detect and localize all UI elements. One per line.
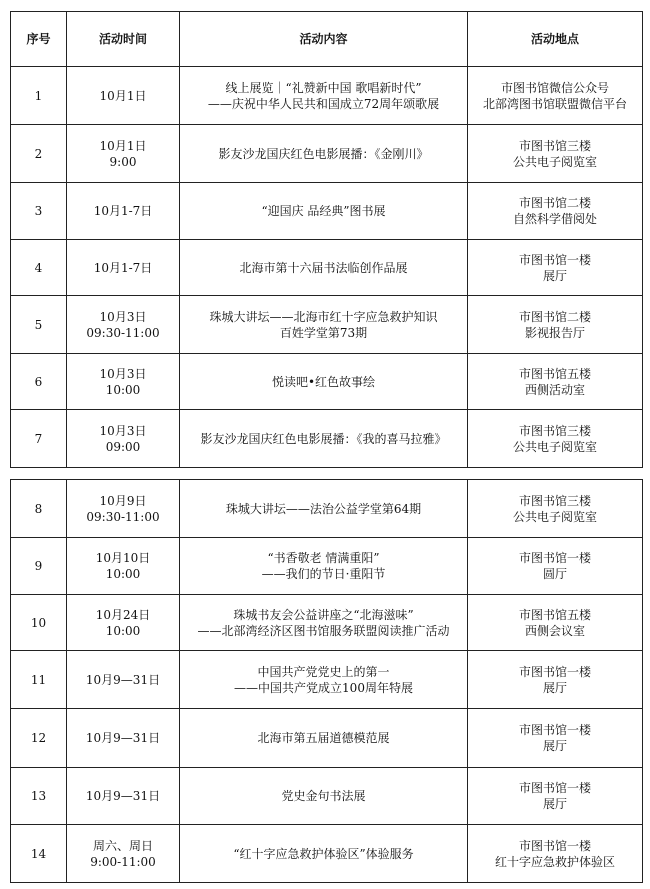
cell-seq: 9 [11, 538, 67, 595]
cell-venue-line: 西侧会议室 [524, 623, 585, 638]
cell-seq: 4 [11, 240, 67, 296]
cell-time [67, 183, 180, 240]
cell-time-line: 10月9—31日 [85, 789, 161, 803]
cell-venue [468, 354, 643, 410]
cell-venue-line: 市图书馆一楼 [518, 252, 591, 267]
cell-venue [468, 296, 643, 354]
cell-time [67, 538, 180, 595]
cell-venue [468, 67, 643, 125]
cell-venue-line: 展厅 [542, 739, 567, 753]
cell-content [180, 538, 468, 595]
cell-content-line: ——中国共产党成立100周年特展 [234, 680, 413, 695]
cell-venue-line: 展厅 [542, 797, 567, 811]
cell-venue [468, 538, 643, 595]
cell-venue-line: 展厅 [542, 680, 567, 695]
header-seq: 序号 [11, 12, 67, 67]
cell-venue-line: 北部湾图书馆联盟微信平台 [482, 96, 627, 111]
cell-content-line: 线上展览｜“礼赞新中国 歌唱新时代” [225, 80, 422, 95]
table-row [11, 125, 643, 183]
cell-time-line: 10:00 [105, 567, 141, 581]
table-row [11, 296, 643, 354]
cell-content [180, 709, 468, 768]
cell-venue [468, 768, 643, 825]
cell-time [67, 595, 180, 651]
cell-venue-line: 市图书馆一楼 [518, 664, 591, 679]
cell-time [67, 410, 180, 468]
cell-venue-line: 圆厅 [542, 567, 567, 581]
cell-seq: 1 [11, 67, 67, 125]
header-row [11, 12, 643, 67]
cell-time-line: 10月9—31日 [85, 672, 161, 687]
cell-venue-line: 市图书馆五楼 [518, 366, 591, 381]
table-row [11, 595, 643, 651]
cell-venue-line: 红十字应急救护体验区 [494, 854, 615, 869]
table-row [11, 538, 643, 595]
cell-seq: 7 [11, 410, 67, 468]
cell-time-line: 10:00 [105, 623, 141, 638]
cell-content-line: 中国共产党党史上的第一 [257, 664, 390, 679]
cell-time-line: 10月1-7日 [93, 204, 153, 218]
cell-venue [468, 651, 643, 709]
cell-seq: 12 [11, 709, 67, 768]
cell-time [67, 651, 180, 709]
cell-content [180, 125, 468, 183]
cell-time [67, 125, 180, 183]
cell-content-line: 北海市第五届道德模范展 [257, 731, 390, 745]
cell-content-line: 珠城书友会公益讲座之“北海滋味” [233, 607, 414, 622]
table-row [11, 67, 643, 125]
cell-content-line: ——庆祝中华人民共和国成立72周年颂歌展 [207, 96, 440, 111]
cell-time-line: 09:30-11:00 [86, 509, 160, 524]
cell-seq: 2 [11, 125, 67, 183]
table-row [11, 768, 643, 825]
table-row [11, 480, 643, 538]
cell-time-line: 10月1日 [99, 88, 147, 103]
cell-content-line: 珠城大讲坛——北海市红十字应急救护知识 [209, 309, 438, 324]
cell-time-line: 10月24日 [95, 607, 151, 622]
cell-venue [468, 709, 643, 768]
cell-content-line: “红十字应急救护体验区”体验服务 [233, 846, 414, 861]
cell-venue-line: 市图书馆二楼 [518, 196, 591, 210]
cell-time-line: 10月3日 [99, 309, 147, 324]
cell-time-line: 周六、周日 [92, 838, 153, 853]
table-row [11, 709, 643, 768]
cell-venue-line: 市图书馆三楼 [518, 138, 591, 153]
table-row [11, 354, 643, 410]
cell-content [180, 651, 468, 709]
cell-content-line: ——北部湾经济区图书馆服务联盟阅读推广活动 [197, 623, 450, 638]
cell-venue-line: 市图书馆三楼 [518, 423, 591, 438]
cell-content-line: 悦读吧•红色故事绘 [271, 374, 376, 389]
cell-time-line: 10月9日 [99, 493, 147, 508]
cell-content-line: 百姓学堂第73期 [279, 325, 368, 340]
cell-time [67, 709, 180, 768]
cell-time [67, 768, 180, 825]
cell-time-line: 10月1日 [99, 138, 147, 153]
cell-venue [468, 240, 643, 296]
cell-time-line: 9:00-11:00 [90, 854, 156, 869]
cell-time-line: 10月10日 [95, 551, 151, 565]
cell-venue-line: 市图书馆五楼 [518, 607, 591, 622]
table-row [11, 825, 643, 883]
cell-time-line: 9:00 [109, 154, 137, 169]
cell-venue-line: 自然科学借阅处 [512, 212, 597, 226]
cell-content-line: 党史金句书法展 [281, 789, 366, 803]
cell-venue-line: 市图书馆二楼 [518, 309, 591, 324]
cell-time [67, 296, 180, 354]
cell-time-line: 09:00 [105, 439, 141, 454]
cell-venue-line: 公共电子阅览室 [512, 154, 597, 169]
cell-time-line: 09:30-11:00 [86, 325, 160, 340]
cell-venue-line: 公共电子阅览室 [512, 509, 597, 524]
cell-venue-line: 公共电子阅览室 [512, 439, 597, 454]
cell-venue-line: 市图书馆一楼 [518, 838, 591, 853]
cell-content-line: “书香敬老 情满重阳” [267, 551, 380, 565]
cell-venue-line: 市图书馆一楼 [518, 723, 591, 737]
cell-seq: 8 [11, 480, 67, 538]
cell-seq: 5 [11, 296, 67, 354]
cell-content [180, 67, 468, 125]
cell-content-line: 影友沙龙国庆红色电影展播：《金刚川》 [218, 146, 429, 161]
table-row [11, 183, 643, 240]
cell-venue-line: 市图书馆一楼 [518, 551, 591, 565]
cell-time-line: 10月3日 [99, 366, 147, 381]
cell-venue [468, 125, 643, 183]
cell-seq: 13 [11, 768, 67, 825]
cell-venue [468, 595, 643, 651]
cell-time-line: 10月3日 [99, 423, 147, 438]
activity-table-part1 [10, 11, 643, 468]
cell-venue-line: 市图书馆一楼 [518, 781, 591, 795]
cell-content-line: “迎国庆 品经典”图书展 [261, 204, 386, 218]
cell-venue [468, 480, 643, 538]
table-row [11, 240, 643, 296]
cell-venue-line: 市图书馆三楼 [518, 493, 591, 508]
cell-time [67, 240, 180, 296]
cell-content-line: 影友沙龙国庆红色电影展播：《我的喜马拉雅》 [200, 431, 447, 446]
cell-time [67, 354, 180, 410]
cell-content [180, 768, 468, 825]
cell-venue-line: 影视报告厅 [524, 325, 585, 340]
header-content: 活动内容 [180, 12, 468, 67]
cell-seq: 6 [11, 354, 67, 410]
cell-venue-line: 西侧活动室 [524, 382, 585, 397]
cell-content-line: 珠城大讲坛——法治公益学堂第64期 [225, 501, 422, 516]
cell-content [180, 240, 468, 296]
cell-seq: 14 [11, 825, 67, 883]
cell-time-line: 10月9—31日 [85, 731, 161, 745]
cell-time-line: 10:00 [105, 382, 141, 397]
cell-content [180, 296, 468, 354]
activity-table-part2 [10, 479, 643, 883]
cell-content [180, 480, 468, 538]
cell-venue [468, 183, 643, 240]
cell-venue [468, 825, 643, 883]
cell-content [180, 825, 468, 883]
table-row [11, 651, 643, 709]
cell-venue [468, 410, 643, 468]
cell-time-line: 10月1-7日 [93, 260, 153, 275]
cell-content [180, 410, 468, 468]
cell-seq: 11 [11, 651, 67, 709]
header-venue: 活动地点 [468, 12, 643, 67]
table-row [11, 410, 643, 468]
cell-seq: 3 [11, 183, 67, 240]
cell-content [180, 183, 468, 240]
cell-seq: 10 [11, 595, 67, 651]
cell-content [180, 595, 468, 651]
cell-time [67, 480, 180, 538]
cell-content [180, 354, 468, 410]
cell-time [67, 67, 180, 125]
cell-venue-line: 市图书馆微信公众号 [500, 80, 609, 95]
header-time: 活动时间 [67, 12, 180, 67]
cell-content-line: 北海市第十六届书法临创作品展 [239, 260, 408, 275]
cell-time [67, 825, 180, 883]
cell-venue-line: 展厅 [542, 268, 567, 283]
cell-content-line: ——我们的节日·重阳节 [261, 567, 386, 581]
